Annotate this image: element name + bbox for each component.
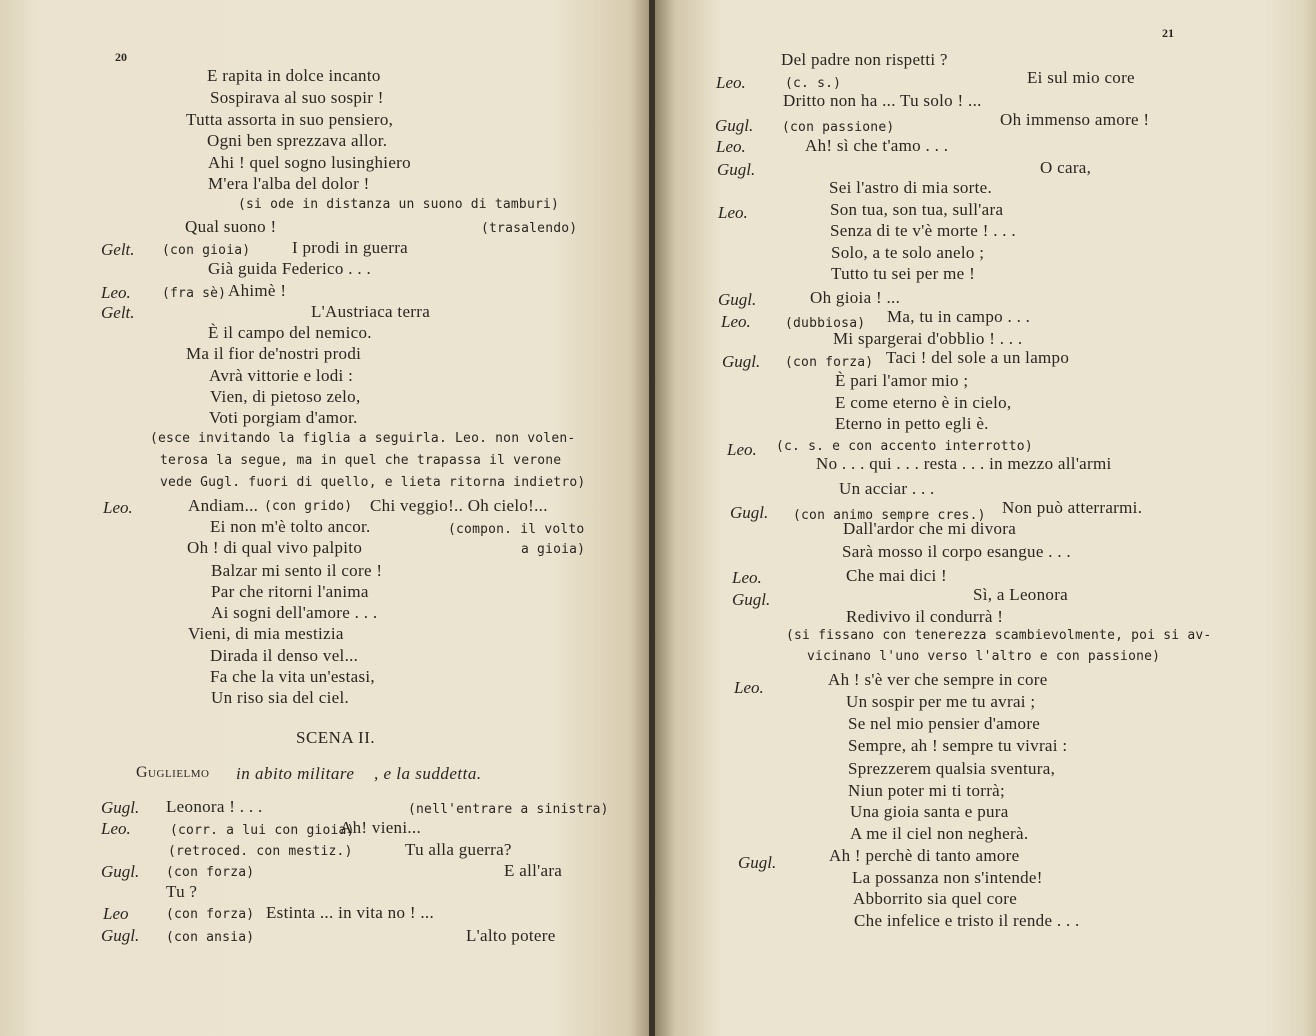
scene-heading: Guglielmo (136, 764, 210, 781)
verse-line: Ai sogni dell'amore . . . (211, 603, 378, 622)
verse-line: Redivivo il condurrà ! (846, 607, 1004, 626)
stage-direction: (c. s.) (785, 76, 842, 91)
verse-line: Ogni ben sprezzava allor. (207, 131, 388, 150)
verse-line: Che mai dici ! (846, 566, 947, 585)
verse-line: Sempre, ah ! sempre tu vivrai : (848, 736, 1068, 755)
verse-line: Vien, di pietoso zelo, (210, 387, 361, 406)
verse-line: I prodi in guerra (292, 238, 409, 257)
scene-heading: , e la suddetta. (374, 764, 482, 783)
verse-line: Ah ! perchè di tanto amore (829, 846, 1020, 865)
verse-line: Sospirava al suo sospir ! (210, 88, 384, 107)
verse-line: Un riso sia del ciel. (211, 688, 350, 707)
verse-line: Tu alla guerra? (405, 840, 512, 859)
speaker-name: Gelt. (101, 303, 135, 322)
stage-direction: vede Gugl. fuori di quello, e lieta ritorna indietro) (160, 475, 586, 490)
verse-line: M'era l'alba del dolor ! (208, 174, 370, 193)
verse-line: Avrà vittorie e lodi : (209, 366, 354, 385)
verse-line: Taci ! del sole a un lampo (886, 348, 1070, 367)
scene-heading: SCENA II. (296, 728, 376, 747)
speaker-name: Leo. (734, 678, 764, 697)
stage-direction: (con forza) (785, 355, 874, 370)
speaker-name: Gugl. (738, 853, 777, 872)
verse-line: Son tua, son tua, sull'ara (830, 200, 1004, 219)
verse-line: E rapita in dolce incanto (207, 66, 381, 85)
verse-line: No . . . qui . . . resta . . . in mezzo all'armi (816, 454, 1112, 473)
verse-line: Che infelice e tristo il rende . . . (854, 911, 1080, 930)
verse-line: Ah! sì che t'amo . . . (805, 136, 949, 155)
verse-line: Un acciar . . . (839, 479, 935, 498)
verse-line: Ahimè ! (228, 281, 287, 300)
verse-line: È pari l'amor mio ; (835, 371, 969, 390)
speaker-name: Leo (103, 904, 129, 923)
stage-direction: (corr. a lui con gioia) (170, 823, 355, 838)
verse-line: Oh gioia ! ... (810, 288, 901, 307)
speaker-name: Gugl. (717, 160, 756, 179)
stage-direction: vicinano l'uno verso l'altro e con passione) (807, 649, 1161, 664)
stage-direction: (dubbiosa) (785, 316, 866, 331)
verse-line: O cara, (1040, 158, 1092, 177)
verse-line: Oh immenso amore ! (1000, 110, 1150, 129)
verse-line: Tutta assorta in suo pensiero, (186, 110, 394, 129)
stage-direction: (nell'entrare a sinistra) (408, 802, 609, 817)
verse-line: L'Austriaca terra (311, 302, 431, 321)
speaker-name: Leo. (718, 203, 748, 222)
stage-direction: (con gioia) (162, 243, 251, 258)
verse-line: Ei sul mio core (1027, 68, 1135, 87)
verse-line: E all'ara (504, 861, 563, 880)
verse-line: Estinta ... in vita no ! ... (266, 903, 434, 922)
verse-line: Mi spargerai d'obblio ! . . . (833, 329, 1023, 348)
stage-direction: (retroced. con mestiz.) (168, 844, 353, 859)
verse-line: Solo, a te solo anelo ; (831, 243, 985, 262)
stage-direction: (con forza) (166, 907, 255, 922)
verse-line: Sì, a Leonora (973, 585, 1069, 604)
stage-direction: (trasalendo) (481, 221, 578, 236)
scene-heading: in abito militare (236, 764, 355, 783)
speaker-name: Leo. (716, 73, 746, 92)
stage-direction: (con ansia) (166, 930, 255, 945)
verse-line: Leonora ! . . . (166, 797, 263, 816)
verse-line: Qual suono ! (185, 217, 277, 236)
stage-direction: (con animo sempre cres.) (793, 508, 986, 523)
stage-direction: terosa la segue, ma in quel che trapassa il verone (160, 453, 562, 468)
stage-direction: (con grido) (264, 499, 353, 514)
verse-line: Dirada il denso vel... (210, 646, 359, 665)
speaker-name: Gugl. (715, 116, 754, 135)
verse-line: Chi veggio!.. Oh cielo!... (370, 496, 548, 515)
right-page (655, 0, 1316, 1036)
verse-line: Se nel mio pensier d'amore (848, 714, 1041, 733)
verse-line: Vieni, di mia mestizia (188, 624, 344, 643)
verse-line: Andiam... (188, 496, 259, 515)
speaker-name: Leo. (716, 137, 746, 156)
verse-line: Sprezzerem qualsia sventura, (848, 759, 1056, 778)
stage-direction: (c. s. e con accento interrotto) (776, 439, 1033, 454)
speaker-name: Gugl. (732, 590, 771, 609)
page-number: 20 (115, 50, 127, 64)
speaker-name: Gugl. (718, 290, 757, 309)
speaker-name: Gelt. (101, 240, 135, 259)
verse-line: Dall'ardor che mi divora (843, 519, 1017, 538)
verse-line: Oh ! di qual vivo palpito (187, 538, 363, 557)
speaker-name: Leo. (732, 568, 762, 587)
speaker-name: Gugl. (722, 352, 761, 371)
verse-line: Sarà mosso il corpo esangue . . . (842, 542, 1071, 561)
verse-line: Senza di te v'è morte ! . . . (830, 221, 1016, 240)
verse-line: La possanza non s'intende! (852, 868, 1043, 887)
verse-line: Ma il fior de'nostri prodi (186, 344, 362, 363)
stage-direction: (si fissano con tenerezza scambievolmente, poi si av- (786, 628, 1212, 643)
verse-line: Del padre non rispetti ? (781, 50, 948, 69)
verse-line: Ah ! s'è ver che sempre in core (828, 670, 1048, 689)
stage-direction: (si ode in distanza un suono di tamburi) (238, 197, 560, 212)
verse-line: Un sospir per me tu avrai ; (846, 692, 1036, 711)
stage-direction: (esce invitando la figlia a seguirla. Leo. non volen- (150, 431, 576, 446)
verse-line: Ei non m'è tolto ancor. (210, 517, 371, 536)
verse-line: Eterno in petto egli è. (835, 414, 989, 433)
speaker-name: Leo. (101, 819, 131, 838)
verse-line: Par che ritorni l'anima (211, 582, 369, 601)
verse-line: Ma, tu in campo . . . (887, 307, 1031, 326)
speaker-name: Leo. (727, 440, 757, 459)
stage-direction: (con forza) (166, 865, 255, 880)
verse-line: Sei l'astro di mia sorte. (829, 178, 993, 197)
verse-line: Voti porgiam d'amor. (209, 408, 358, 427)
verse-line: E come eterno è in cielo, (835, 393, 1012, 412)
speaker-name: Leo. (721, 312, 751, 331)
stage-direction: a gioia) (521, 542, 586, 557)
speaker-name: Gugl. (101, 862, 140, 881)
page-number: 21 (1162, 26, 1174, 40)
speaker-name: Leo. (101, 283, 131, 302)
speaker-name: Gugl. (730, 503, 769, 522)
verse-line: Già guida Federico . . . (208, 259, 371, 278)
speaker-name: Gugl. (101, 798, 140, 817)
stage-direction: (compon. il volto (448, 522, 585, 537)
verse-line: Ah! vieni... (340, 818, 422, 837)
verse-line: Balzar mi sento il core ! (211, 561, 383, 580)
verse-line: Una gioia santa e pura (850, 802, 1009, 821)
stage-direction: (con passione) (782, 120, 895, 135)
verse-line: Tutto tu sei per me ! (831, 264, 976, 283)
speaker-name: Leo. (103, 498, 133, 517)
verse-line: A me il ciel non negherà. (850, 824, 1029, 843)
verse-line: Ahi ! quel sogno lusinghiero (208, 153, 411, 172)
verse-line: Non può atterrarmi. (1002, 498, 1143, 517)
verse-line: Niun poter mi ti torrà; (848, 781, 1006, 800)
verse-line: Tu ? (166, 882, 198, 901)
left-page (0, 0, 649, 1036)
speaker-name: Gugl. (101, 926, 140, 945)
verse-line: Fa che la vita un'estasi, (210, 667, 375, 686)
verse-line: Dritto non ha ... Tu solo ! ... (783, 91, 982, 110)
verse-line: Abborrito sia quel core (853, 889, 1018, 908)
stage-direction: (fra sè) (162, 286, 227, 301)
verse-line: È il campo del nemico. (208, 323, 372, 342)
verse-line: L'alto potere (466, 926, 556, 945)
